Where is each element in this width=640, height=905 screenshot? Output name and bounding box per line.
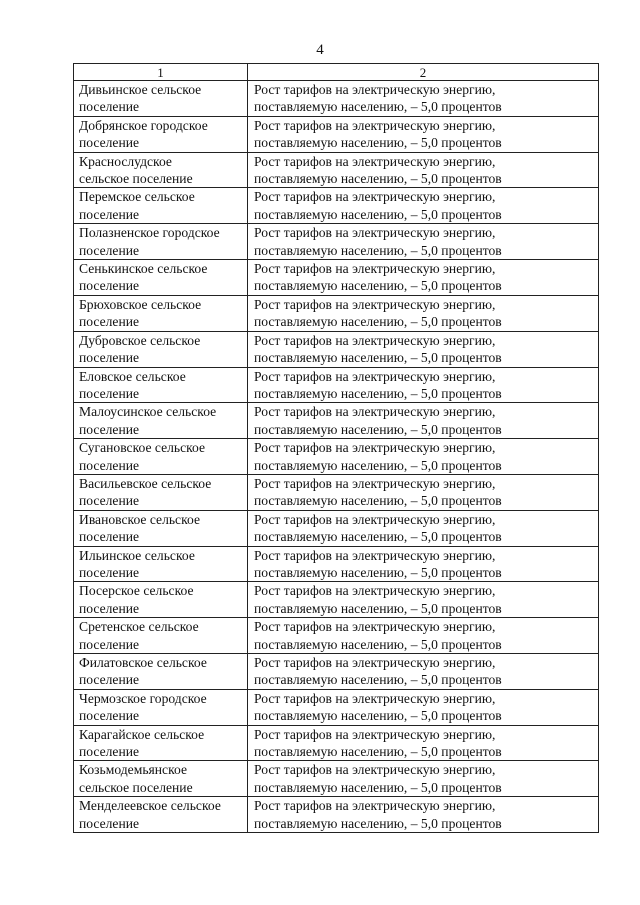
tariff-growth-line: поставляемую населению, – 5,0 процентов	[254, 278, 502, 294]
settlement-name-line: поселение	[79, 744, 140, 760]
settlement-name-line: Перемское сельское	[79, 189, 195, 205]
settlement-name-cell	[74, 761, 248, 797]
tariff-growth-line: поставляемую населению, – 5,0 процентов	[254, 708, 502, 724]
settlement-name-line: Васильевское сельское	[79, 475, 212, 491]
tariff-growth-line: поставляемую населению, – 5,0 процентов	[254, 529, 502, 545]
settlement-name-line: Карагайское сельское	[79, 726, 205, 742]
table-row	[74, 582, 599, 618]
tariff-growth-line: Рост тарифов на электрическую энергию,	[254, 690, 496, 706]
settlement-name-line: поселение	[79, 600, 140, 616]
settlement-name-line: Малоусинское сельское	[79, 404, 217, 420]
tariff-growth-line: Рост тарифов на электрическую энергию,	[254, 726, 496, 742]
tariff-growth-line: поставляемую населению, – 5,0 процентов	[254, 600, 502, 616]
settlement-name-cell	[74, 474, 248, 510]
settlement-name-cell	[74, 295, 248, 331]
table-row	[74, 295, 599, 331]
settlement-name-cell	[74, 510, 248, 546]
table-row	[74, 761, 599, 797]
tariff-growth-cell	[248, 81, 599, 117]
tariff-growth-line: Рост тарифов на электрическую энергию,	[254, 798, 496, 814]
settlement-name-line: поселение	[79, 314, 140, 330]
tariff-growth-line: поставляемую населению, – 5,0 процентов	[254, 779, 502, 795]
tariff-growth-cell	[248, 797, 599, 833]
settlement-name-cell	[74, 188, 248, 224]
tariff-growth-line: поставляемую населению, – 5,0 процентов	[254, 242, 502, 258]
settlement-name-line: Ильинское сельское	[79, 547, 195, 563]
settlement-name-line: Посерское сельское	[79, 583, 194, 599]
settlement-name-line: Краснослудское	[79, 153, 172, 169]
settlement-name-line: поселение	[79, 242, 140, 258]
tariff-growth-cell	[248, 331, 599, 367]
tariff-growth-line: поставляемую населению, – 5,0 процентов	[254, 421, 502, 437]
settlement-name-line: Еловское сельское	[79, 368, 186, 384]
table-row	[74, 152, 599, 188]
settlement-name-line: поселение	[79, 529, 140, 545]
settlement-name-line: поселение	[79, 99, 140, 115]
tariff-growth-line: поставляемую населению, – 5,0 процентов	[254, 314, 502, 330]
table-row	[74, 367, 599, 403]
tariff-growth-line: поставляемую населению, – 5,0 процентов	[254, 815, 502, 831]
settlement-name-line: поселение	[79, 421, 140, 437]
settlement-name-cell	[74, 81, 248, 117]
tariff-growth-cell	[248, 689, 599, 725]
settlement-name-cell	[74, 725, 248, 761]
tariff-table	[73, 63, 599, 833]
tariff-growth-line: Рост тарифов на электрическую энергию,	[254, 261, 496, 277]
tariff-growth-cell	[248, 654, 599, 690]
settlement-name-cell	[74, 439, 248, 475]
tariff-growth-cell	[248, 510, 599, 546]
tariff-growth-line: Рост тарифов на электрическую энергию,	[254, 404, 496, 420]
settlement-name-line: поселение	[79, 350, 140, 366]
settlement-name-line: Дубровское сельское	[79, 332, 201, 348]
settlement-name-line: поселение	[79, 672, 140, 688]
settlement-name-cell	[74, 797, 248, 833]
settlement-name-line: Сретенское сельское	[79, 619, 199, 635]
table-header-row	[74, 64, 599, 81]
tariff-growth-line: Рост тарифов на электрическую энергию,	[254, 332, 496, 348]
settlement-name-line: поселение	[79, 564, 140, 580]
tariff-growth-line: поставляемую населению, – 5,0 процентов	[254, 493, 502, 509]
settlement-name-line: Дивьинское сельское	[79, 82, 202, 97]
tariff-growth-line: поставляемую населению, – 5,0 процентов	[254, 636, 502, 652]
settlement-name-cell	[74, 546, 248, 582]
table-row	[74, 439, 599, 475]
tariff-growth-cell	[248, 403, 599, 439]
tariff-growth-cell	[248, 439, 599, 475]
table-row	[74, 116, 599, 152]
settlement-name-line: Брюховское сельское	[79, 296, 202, 312]
table-row	[74, 797, 599, 833]
tariff-growth-cell	[248, 618, 599, 654]
tariff-growth-line: поставляемую населению, – 5,0 процентов	[254, 672, 502, 688]
column-header-1: 1	[74, 64, 248, 81]
table-row	[74, 224, 599, 260]
settlement-name-line: поселение	[79, 135, 140, 151]
settlement-name-cell	[74, 689, 248, 725]
tariff-growth-line: Рост тарифов на электрическую энергию,	[254, 225, 496, 241]
settlement-name-line: сельское поселение	[79, 171, 193, 187]
tariff-growth-cell	[248, 152, 599, 188]
tariff-growth-cell	[248, 295, 599, 331]
tariff-growth-line: поставляемую населению, – 5,0 процентов	[254, 135, 502, 151]
tariff-growth-line: Рост тарифов на электрическую энергию,	[254, 296, 496, 312]
settlement-name-line: поселение	[79, 385, 140, 401]
tariff-growth-line: Рост тарифов на электрическую энергию,	[254, 511, 496, 527]
tariff-growth-line: поставляемую населению, – 5,0 процентов	[254, 457, 502, 473]
settlement-name-line: поселение	[79, 815, 140, 831]
table-body	[74, 81, 599, 833]
settlement-name-line: Козьмодемьянское	[79, 762, 187, 778]
tariff-growth-line: поставляемую населению, – 5,0 процентов	[254, 744, 502, 760]
tariff-growth-cell	[248, 224, 599, 260]
settlement-name-line: Чермозское городское	[79, 690, 207, 706]
settlement-name-line: поселение	[79, 708, 140, 724]
settlement-name-line: Сугановское сельское	[79, 440, 206, 456]
tariff-growth-line: Рост тарифов на электрическую энергию,	[254, 619, 496, 635]
tariff-growth-line: поставляемую населению, – 5,0 процентов	[254, 206, 502, 222]
tariff-growth-cell	[248, 116, 599, 152]
tariff-growth-cell	[248, 260, 599, 296]
settlement-name-line: Филатовское сельское	[79, 655, 207, 670]
tariff-growth-cell	[248, 761, 599, 797]
settlement-name-line: поселение	[79, 636, 140, 652]
tariff-growth-line: поставляемую населению, – 5,0 процентов	[254, 171, 502, 187]
tariff-growth-line: Рост тарифов на электрическую энергию,	[254, 189, 496, 205]
table-row	[74, 260, 599, 296]
tariff-growth-cell	[248, 188, 599, 224]
tariff-growth-line: Рост тарифов на электрическую энергию,	[254, 117, 496, 133]
tariff-growth-line: Рост тарифов на электрическую энергию,	[254, 547, 496, 563]
settlement-name-cell	[74, 367, 248, 403]
settlement-name-cell	[74, 331, 248, 367]
settlement-name-line: Полазненское городское	[79, 225, 220, 241]
settlement-name-cell	[74, 116, 248, 152]
tariff-growth-line: Рост тарифов на электрическую энергию,	[254, 655, 496, 670]
table-row	[74, 725, 599, 761]
table-row	[74, 474, 599, 510]
settlement-name-line: Сенькинское сельское	[79, 261, 208, 277]
tariff-growth-line: Рост тарифов на электрическую энергию,	[254, 583, 496, 599]
settlement-name-line: поселение	[79, 493, 140, 509]
settlement-name-cell	[74, 618, 248, 654]
table-row	[74, 188, 599, 224]
tariff-growth-line: Рост тарифов на электрическую энергию,	[254, 82, 496, 97]
tariff-growth-line: Рост тарифов на электрическую энергию,	[254, 368, 496, 384]
tariff-growth-line: поставляемую населению, – 5,0 процентов	[254, 99, 502, 115]
table-row	[74, 618, 599, 654]
settlement-name-cell	[74, 582, 248, 618]
column-header-2: 2	[248, 64, 599, 81]
tariff-growth-cell	[248, 725, 599, 761]
table-row	[74, 510, 599, 546]
table-row	[74, 689, 599, 725]
settlement-name-line: поселение	[79, 457, 140, 473]
tariff-growth-cell	[248, 582, 599, 618]
table-row	[74, 81, 599, 117]
tariff-growth-line: Рост тарифов на электрическую энергию,	[254, 762, 496, 778]
tariff-growth-cell	[248, 367, 599, 403]
settlement-name-line: сельское поселение	[79, 779, 193, 795]
tariff-growth-line: поставляемую населению, – 5,0 процентов	[254, 385, 502, 401]
tariff-growth-line: Рост тарифов на электрическую энергию,	[254, 475, 496, 491]
table-row	[74, 331, 599, 367]
settlement-name-cell	[74, 654, 248, 690]
tariff-growth-line: Рост тарифов на электрическую энергию,	[254, 440, 496, 456]
settlement-name-line: Ивановское сельское	[79, 511, 201, 527]
settlement-name-line: поселение	[79, 278, 140, 294]
table-row	[74, 546, 599, 582]
tariff-growth-cell	[248, 546, 599, 582]
tariff-growth-line: Рост тарифов на электрическую энергию,	[254, 153, 496, 169]
settlement-name-line: поселение	[79, 206, 140, 222]
tariff-growth-line: поставляемую населению, – 5,0 процентов	[254, 350, 502, 366]
page-number: 4	[316, 42, 324, 58]
tariff-growth-cell	[248, 474, 599, 510]
settlement-name-cell	[74, 260, 248, 296]
settlement-name-line: Добрянское городское	[79, 117, 208, 133]
settlement-name-cell	[74, 403, 248, 439]
settlement-name-line: Менделеевское сельское	[79, 798, 221, 814]
settlement-name-cell	[74, 224, 248, 260]
table-row	[74, 654, 599, 690]
table-row	[74, 403, 599, 439]
settlement-name-cell	[74, 152, 248, 188]
tariff-growth-line: поставляемую населению, – 5,0 процентов	[254, 564, 502, 580]
